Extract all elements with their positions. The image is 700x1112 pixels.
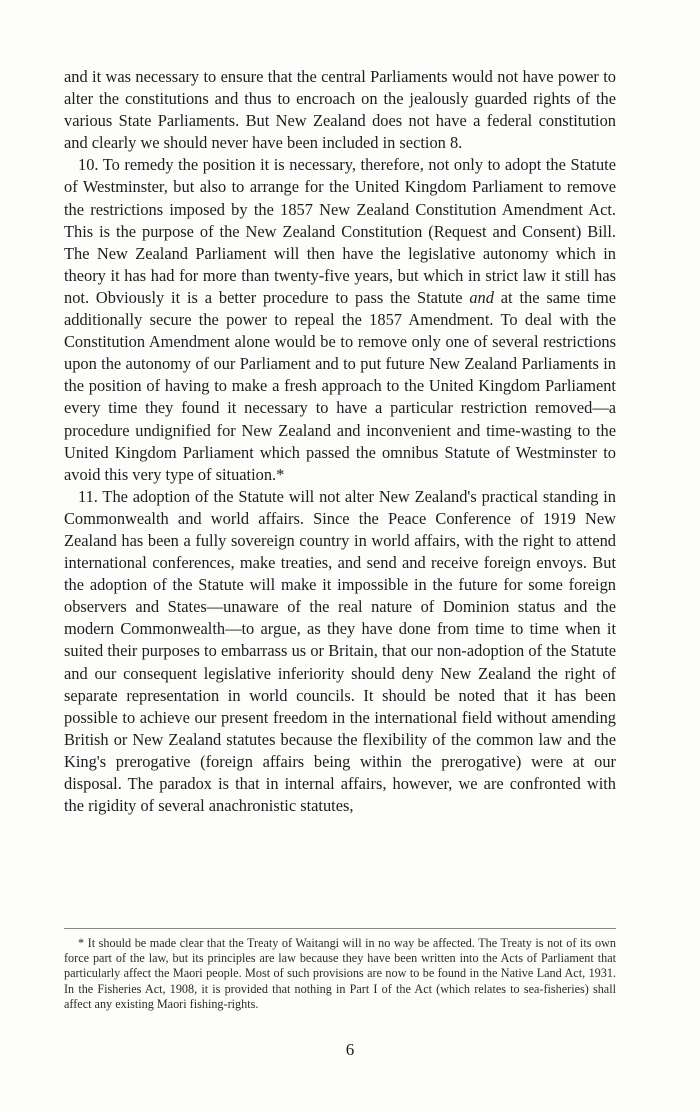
paragraph-10-emphasis: and [469, 287, 494, 307]
paragraph-10-text-a: 10. To remedy the position it is necessary, therefore, not only to adopt the Statute of Westminster, but also to arrange for the United Kingdom Parliament to remove the restrictions imposed by the 1857 New Zealand Constitution Amendment Act. This is the purpose of the New Zealand Constitution (Request and Consent) Bill. The New Zealand Parliament will then have the legislative autonomy which in theory it has had for more than twenty-five years, but which in strict law it still has not. Obviously it is a better procedure to pass the Statute [64, 155, 616, 307]
paragraph-continuation: and it was necessary to ensure that the central Parliaments would not have power to alter the constitutions and thus to encroach on the jealously guarded rights of the various State Parliaments. But New Zealand does not have a federal constitution and clearly we should never have been included in section 8. [64, 67, 616, 153]
main-text [64, 66, 616, 817]
footnote: * It should be made clear that the Treaty of Waitangi will in no way be affected. The Treaty is not of its own force part of the law, but its principles are law because they have been written into the Acts of Parliament that particularly affect the Maori people. Most of such provisions are now to be found in the Native Land Act, 1931. In the Fisheries Act, 1908, it is provided that nothing in Part I of the Act (which relates to sea-fisheries) shall affect any existing Maori fishing-rights. [64, 936, 616, 1011]
page-number: 6 [345, 1040, 355, 1059]
footnote-divider [64, 928, 616, 929]
paragraph-10-text-b: at the same time additionally secure the power to repeal the 1857 Amendment. To deal with the Constitution Amendment alone would be to remove only one of several restrictions upon the autonomy of our Parliament and to put future New Zealand Parliaments in the position of having to make a fresh approach to the United Kingdom Parliament every time they found it necessary to have a particular restriction removed—a procedure undignified for New Zealand and inconvenient and time-wasting to the United Kingdom Parliament which passed the omnibus Statute of Westminster to avoid this very type of situation.* [64, 287, 616, 484]
paragraph-10 [64, 154, 616, 485]
paragraph-11: 11. The adoption of the Statute will not alter New Zealand's practical standing in Commonwealth and world affairs. Since the Peace Conference of 1919 New Zealand has been a fully sovereign country in world affairs, with the right to attend international conferences, make treaties, and send and receive foreign envoys. But the adoption of the Statute will make it impossible in the future for some foreign observers and States—unaware of the real nature of Dominion status and the modern Commonwealth—to argue, as they have done from time to time when it suited their purposes to embarrass us or Britain, that our non-adoption of the Statute and our consequent legislative inferiority should deny New Zealand the right of separate representation in world councils. It should be noted that it has been possible to achieve our present freedom in the international field without amending British or New Zealand statutes because the flexibility of the common law and the King's prerogative (foreign affairs being within the prerogative) were at our disposal. The paradox is that in internal affairs, however, we are confronted with the rigidity of several anachronistic statutes, [64, 486, 616, 816]
